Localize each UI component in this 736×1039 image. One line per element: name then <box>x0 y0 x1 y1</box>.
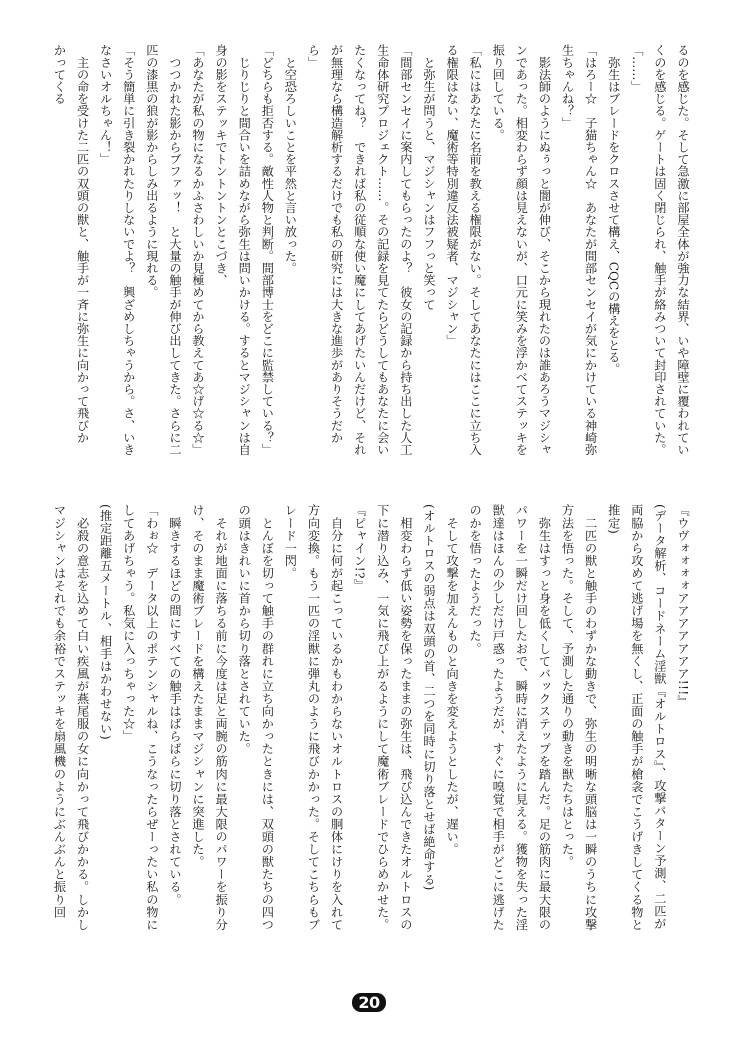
text-column: 二匹の獣と触手のわずかな動きで、弥生の明晰な頭脳は一瞬のうちに攻撃 <box>583 504 598 931</box>
text-column: してあげちゃう。私気に入っちゃった☆」 <box>121 504 136 743</box>
text-column: 「私にはあなたに名前を教える権限がない。そしてあなたにはここに立ち入 <box>468 44 483 456</box>
text-column: 両脇から攻めて逃げ場を無くし、正面の触手が槍衾でこうげきしてくる物と <box>629 504 644 931</box>
text-column: 影法師のようにぬぅっと闇が伸び、そこから現れたのは誰あろうマジシャ <box>537 44 552 456</box>
text-column: るのを感じた。そして急激に部屋全体が強力な結界、いや障壁に覆われてい <box>676 44 690 456</box>
text-column: たくなってね？ できれば私の従順な使い魔にしてあげたいんだけど、それ <box>352 44 367 456</box>
text-column: とんぼを切って触手の群れに立ち向かったときには、双頭の獣たちの四つ <box>260 504 275 931</box>
text-column: 『ウヴォォォォアアアアアアア!!!』 <box>676 504 690 708</box>
text-column: くのを感じる。ゲートは固く閉じられ、触手が絡みついて封印されていた。 <box>652 44 667 456</box>
text-column: 弥生はすっと身を低くしてバックステップを踏んだ。足の筋肉に最大限の <box>537 504 552 931</box>
text-column: じりじりと間合いを詰めながら弥生は問いかける。するとマジシャンは自 <box>237 44 252 456</box>
text-column: 瞬きするほどの間にすべての触手はばらばらに切り落とされている。 <box>167 504 182 906</box>
text-column: 自分に何が起こっているかもわからないオルトロスの胴体にけりを入れて <box>329 504 344 931</box>
text-column: マジシャンはそれでも余裕でステッキを扇風機のようにぶんぶんと振り回 <box>52 504 67 919</box>
text-column: 方法を悟った。そして、予測した通りの動きを獣たちはとった。 <box>560 504 575 868</box>
text-column: ら」 <box>306 44 321 69</box>
page-number: 20 <box>352 993 386 1012</box>
text-column: つつかれた影からブファッ！ と大量の触手が伸び出してきた。さらに二 <box>167 44 182 456</box>
text-block-lower <box>47 504 694 979</box>
text-column: 主の命を受けた二匹の双頭の獣と、触手が一斉に弥生に向かって飛びか <box>75 44 90 444</box>
text-column: が無理なら構造解析するだけでも私の研究には大きな進歩がありそうだか <box>329 44 344 444</box>
text-column: と弥生が問うと、マジシャンはフフっと笑って <box>421 44 436 311</box>
text-column: (データ解析、コードネーム淫獣『オルトロス』、攻撃パターン予測、二匹が <box>652 504 667 930</box>
text-column: 「はろー☆ 子猫ちゃん☆ あなたが間部センセイが気にかけている神崎弥 <box>583 44 598 456</box>
text-column: 身の影をステッキでトントントンとこづき、 <box>214 44 229 287</box>
text-column: 下に潜り込み、一気に飛び上がるようにして魔術ブレードでひらめかせた。 <box>375 504 390 931</box>
text-column: 「あなたが私の物になるかふさわしいか見極めてから教えてあ☆げ☆る☆」 <box>191 44 206 456</box>
text-column: 匹の漆黒の狼が影からしみ出るように現れる。 <box>144 44 159 299</box>
text-column: 「わぉ☆ データ以上のポテンシャルね、こうなったらぜーったい私の物に <box>144 504 159 931</box>
text-column: 必殺の意志を込めて白い疾風が燕尾服の女に向かって飛びかかる。しかし <box>75 504 90 931</box>
text-column: (推定距離五メートル、相手はかわせない) <box>98 504 113 741</box>
text-column: レード一閃。 <box>283 504 298 580</box>
text-column: 生ちゃんね？」 <box>560 44 575 129</box>
text-column: 獣達はほんの少しだけ戸惑ったようだが、すぐに嗅覚で相手がどこに逃げた <box>491 504 506 931</box>
text-column: パワーを一瞬だけ回したおで、瞬時に消えたように見える。獲物を失った淫 <box>514 504 529 931</box>
text-column: 「……」 <box>629 44 644 93</box>
text-column: の頭はきれいに首から切り落とされていた。 <box>237 504 252 755</box>
text-column: かってくる <box>52 44 67 105</box>
text-column: 「間部センセイに案内してもらったのよ？ 彼女の記録から持ち出した人工 <box>398 44 413 456</box>
text-column: それが地面に落ちる前に今度は足と両腕の筋肉に最大限のパワーを振り分 <box>214 504 229 931</box>
text-column: 「どちらも拒否する。敵性人物と判断。間部博士をどこに監禁している？」 <box>260 44 275 456</box>
text-column: なさいオルちゃん！」 <box>98 44 113 166</box>
text-column: る権限はない、魔術等特別違反法被疑者、マジシャン」 <box>445 44 460 347</box>
text-column: 生命体研究プロジェクト……。その記録を見てたらどうしてもあなたに会い <box>375 44 390 456</box>
text-column: 「そう簡単に引き裂かれたりしないでよ？ 興ざめしちゃうから。さ、いき <box>121 44 136 456</box>
text-column: 弥生はブレードをクロスさせて構え、CQCの構えをとる。 <box>606 44 621 375</box>
text-column: 相変わらず低い姿勢を保ったままの弥生は、飛び込んできたオルトロスの <box>398 504 413 931</box>
text-block-upper <box>47 44 694 494</box>
text-column: 方向変換。もう一匹の淫獣に弾丸のように飛びかかった。そしてこちらもブ <box>306 504 321 931</box>
text-column: そして攻撃を加えんものと向きを変えようとしたが、遅い。 <box>445 504 460 856</box>
text-column: 振り回している。 <box>491 44 506 141</box>
text-column: ンであった。相変わらず顔は見えないが、口元に笑みを浮かべてステッキを <box>514 44 529 456</box>
text-column: (オルトロスの弱点は双頭の首、二つを同時に切り落とせば絶命する) <box>421 504 436 891</box>
text-column: 推定) <box>606 504 621 535</box>
text-column: と空恐ろしいことを平然と言い放った。 <box>283 44 298 274</box>
text-column: け、そのまま魔術ブレードを構えたままマジシャンに突進した。 <box>191 504 206 868</box>
text-column: のかを悟ったようだった。 <box>468 504 483 655</box>
text-column: 『ピャイン!?』 <box>352 504 367 592</box>
